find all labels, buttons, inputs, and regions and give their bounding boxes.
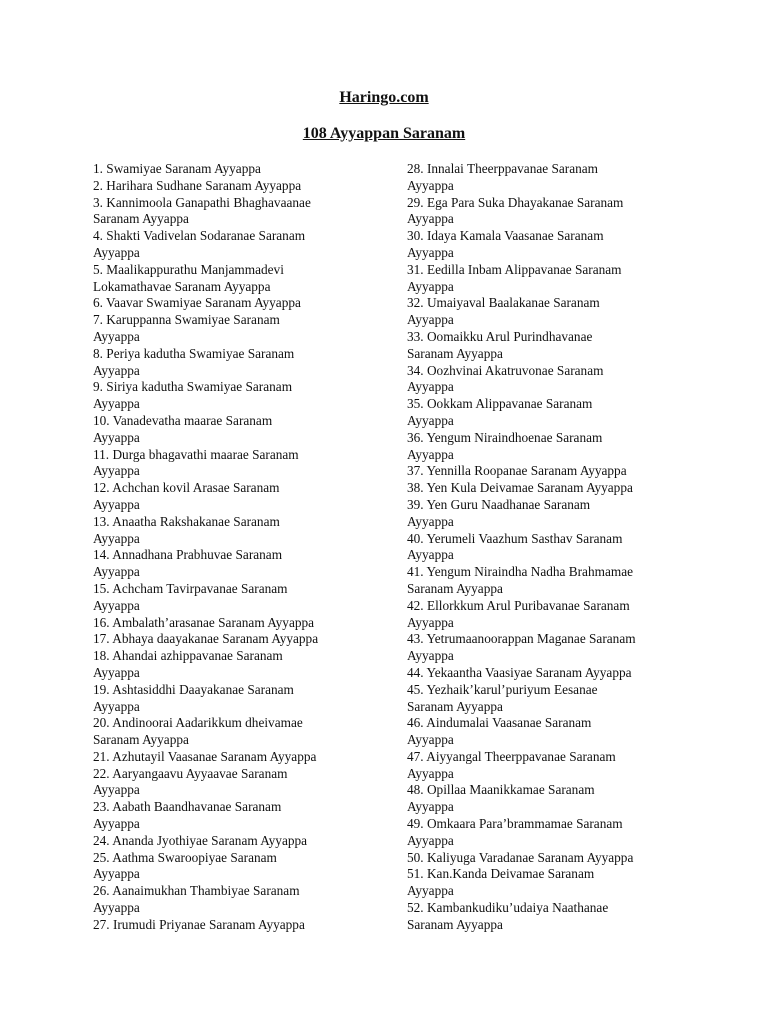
saranam-line: 23. Aabath Baandhavanae Saranam bbox=[93, 799, 282, 815]
saranam-line: Ayyappa bbox=[407, 799, 454, 815]
saranam-line: Ayyappa bbox=[93, 564, 140, 580]
saranam-line: Ayyappa bbox=[93, 782, 140, 798]
saranam-item bbox=[407, 598, 697, 632]
saranam-item bbox=[407, 195, 697, 229]
saranam-line: Ayyappa bbox=[407, 547, 454, 563]
saranam-line: 50. Kaliyuga Varadanae Saranam Ayyappa bbox=[407, 849, 634, 865]
saranam-line: 48. Opillaa Maanikkamae Saranam bbox=[407, 782, 595, 798]
saranam-line: 45. Yezhaik’karul’puriyum Eesanae bbox=[407, 681, 598, 697]
left-column-list bbox=[93, 161, 393, 934]
saranam-item bbox=[93, 766, 393, 800]
saranam-line: Ayyappa bbox=[93, 866, 140, 882]
saranam-line: 9. Siriya kadutha Swamiyae Saranam bbox=[93, 379, 293, 395]
saranam-item bbox=[93, 581, 393, 615]
saranam-line: 19. Ashtasiddhi Daayakanae Saranam bbox=[93, 681, 294, 697]
saranam-item bbox=[407, 682, 697, 716]
saranam-line: Ayyappa bbox=[93, 429, 140, 445]
saranam-line: 42. Ellorkkum Arul Puribavanae Saranam bbox=[407, 597, 630, 613]
saranam-line: 15. Achcham Tavirpavanae Saranam bbox=[93, 580, 288, 596]
saranam-line: 5. Maalikappurathu Manjammadevi bbox=[93, 261, 284, 277]
saranam-item bbox=[93, 514, 393, 548]
document-title: 108 Ayyappan Saranam bbox=[302, 125, 466, 142]
saranam-line: 6. Vaavar Swamiyae Saranam Ayyappa bbox=[93, 295, 301, 311]
saranam-line: 24. Ananda Jyothiyae Saranam Ayyappa bbox=[93, 832, 308, 848]
saranam-line: Ayyappa bbox=[407, 244, 454, 260]
saranam-line: 25. Aathma Swaroopiyae Saranam bbox=[93, 849, 277, 865]
saranam-line: 29. Ega Para Suka Dhayakanae Saranam bbox=[407, 194, 624, 210]
saranam-item bbox=[407, 329, 697, 363]
saranam-item bbox=[407, 363, 697, 397]
saranam-item bbox=[407, 564, 697, 598]
saranam-item bbox=[407, 782, 697, 816]
saranam-item bbox=[93, 195, 393, 229]
saranam-line: Ayyappa bbox=[407, 312, 454, 328]
saranam-item bbox=[93, 178, 393, 195]
saranam-line: Ayyappa bbox=[407, 832, 454, 848]
saranam-line: Ayyappa bbox=[407, 211, 454, 227]
saranam-line: Lokamathavae Saranam Ayyappa bbox=[93, 278, 271, 294]
saranam-item bbox=[407, 665, 697, 682]
saranam-line: Saranam Ayyappa bbox=[93, 211, 189, 227]
saranam-line: 51. Kan.Kanda Deivamae Saranam bbox=[407, 866, 595, 882]
saranam-item bbox=[407, 228, 697, 262]
saranam-line: 52. Kambankudiku’udaiya Naathanae bbox=[407, 900, 609, 916]
saranam-line: Ayyappa bbox=[93, 900, 140, 916]
saranam-line: Saranam Ayyappa bbox=[407, 580, 503, 596]
saranam-line: Ayyappa bbox=[93, 496, 140, 512]
saranam-line: 21. Azhutayil Vaasanae Saranam Ayyappa bbox=[93, 748, 317, 764]
saranam-line: 3. Kannimoola Ganapathi Bhaghavaanae bbox=[93, 194, 311, 210]
saranam-line: Ayyappa bbox=[407, 883, 454, 899]
saranam-item bbox=[93, 447, 393, 481]
saranam-item bbox=[407, 749, 697, 783]
saranam-line: Ayyappa bbox=[407, 446, 454, 462]
saranam-line: 37. Yennilla Roopanae Saranam Ayyappa bbox=[407, 463, 627, 479]
saranam-line: Ayyappa bbox=[93, 698, 140, 714]
saranam-item bbox=[407, 715, 697, 749]
right-column-list bbox=[407, 161, 697, 934]
saranam-line: Ayyappa bbox=[93, 396, 140, 412]
saranam-item bbox=[407, 463, 697, 480]
saranam-line: Ayyappa bbox=[407, 513, 454, 529]
saranam-item bbox=[93, 648, 393, 682]
saranam-item bbox=[93, 850, 393, 884]
saranam-line: 27. Irumudi Priyanae Saranam Ayyappa bbox=[93, 916, 305, 932]
saranam-item bbox=[93, 749, 393, 766]
saranam-item bbox=[93, 262, 393, 296]
saranam-line: 1. Swamiyae Saranam Ayyappa bbox=[93, 161, 261, 176]
saranam-item bbox=[407, 295, 697, 329]
saranam-line: 44. Yekaantha Vaasiyae Saranam Ayyappa bbox=[407, 664, 632, 680]
saranam-line: 2. Harihara Sudhane Saranam Ayyappa bbox=[93, 177, 302, 193]
saranam-item bbox=[407, 497, 697, 531]
saranam-line: 10. Vanadevatha maarae Saranam bbox=[93, 412, 273, 428]
saranam-line: 26. Aanaimukhan Thambiyae Saranam bbox=[93, 883, 300, 899]
saranam-line: Ayyappa bbox=[93, 463, 140, 479]
saranam-item bbox=[93, 833, 393, 850]
saranam-item bbox=[93, 480, 393, 514]
saranam-line: 36. Yengum Niraindhoenae Saranam bbox=[407, 429, 603, 445]
saranam-line: 22. Aaryangaavu Ayyaavae Saranam bbox=[93, 765, 288, 781]
saranam-line: Ayyappa bbox=[407, 379, 454, 395]
saranam-item bbox=[93, 312, 393, 346]
saranam-line: 32. Umaiyaval Baalakanae Saranam bbox=[407, 295, 600, 311]
saranam-item bbox=[93, 547, 393, 581]
saranam-line: 47. Aiyyangal Theerppavanae Saranam bbox=[407, 748, 616, 764]
saranam-line: 35. Ookkam Alippavanae Saranam bbox=[407, 396, 593, 412]
saranam-line: 20. Andinoorai Aadarikkum dheivamae bbox=[93, 715, 303, 731]
saranam-item bbox=[93, 799, 393, 833]
saranam-item bbox=[407, 161, 697, 195]
saranam-line: Saranam Ayyappa bbox=[407, 345, 503, 361]
saranam-line: 17. Abhaya daayakanae Saranam Ayyappa bbox=[93, 631, 319, 647]
saranam-line: 12. Achchan kovil Arasae Saranam bbox=[93, 480, 280, 496]
saranam-line: 49. Omkaara Para’brammamae Saranam bbox=[407, 816, 623, 832]
saranam-item bbox=[93, 346, 393, 380]
saranam-item bbox=[93, 295, 393, 312]
saranam-line: 34. Oozhvinai Akatruvonae Saranam bbox=[407, 362, 604, 378]
saranam-line: Saranam Ayyappa bbox=[407, 916, 503, 932]
saranam-line: 43. Yetrumaanoorappan Maganae Saranam bbox=[407, 631, 636, 647]
saranam-item bbox=[407, 631, 697, 665]
saranam-item bbox=[93, 883, 393, 917]
saranam-line: Ayyappa bbox=[407, 177, 454, 193]
saranam-line: Ayyappa bbox=[407, 648, 454, 664]
saranam-line: Ayyappa bbox=[93, 362, 140, 378]
saranam-item bbox=[407, 866, 697, 900]
saranam-line: 30. Idaya Kamala Vaasanae Saranam bbox=[407, 228, 604, 244]
saranam-line: Ayyappa bbox=[93, 597, 140, 613]
saranam-line: Ayyappa bbox=[93, 328, 140, 344]
saranam-line: Ayyappa bbox=[407, 732, 454, 748]
saranam-line: Ayyappa bbox=[407, 765, 454, 781]
saranam-line: 7. Karuppanna Swamiyae Saranam bbox=[93, 312, 280, 328]
saranam-line: Saranam Ayyappa bbox=[93, 732, 189, 748]
site-title: Haringo.com bbox=[339, 89, 429, 106]
saranam-item bbox=[407, 900, 697, 934]
saranam-line: 46. Aindumalai Vaasanae Saranam bbox=[407, 715, 592, 731]
saranam-line: 40. Yerumeli Vaazhum Sasthav Saranam bbox=[407, 530, 623, 546]
saranam-line: Ayyappa bbox=[93, 244, 140, 260]
saranam-item bbox=[93, 631, 393, 648]
saranam-item bbox=[93, 379, 393, 413]
saranam-line: Ayyappa bbox=[93, 530, 140, 546]
saranam-line: 8. Periya kadutha Swamiyae Saranam bbox=[93, 345, 295, 361]
saranam-line: 14. Annadhana Prabhuvae Saranam bbox=[93, 547, 283, 563]
saranam-line: 38. Yen Kula Deivamae Saranam Ayyappa bbox=[407, 480, 633, 496]
saranam-item bbox=[407, 396, 697, 430]
saranam-line: 33. Oomaikku Arul Purindhavanae bbox=[407, 328, 593, 344]
saranam-item bbox=[407, 531, 697, 565]
saranam-line: 11. Durga bhagavathi maarae Saranam bbox=[93, 446, 299, 462]
saranam-item bbox=[93, 161, 393, 178]
saranam-line: 39. Yen Guru Naadhanae Saranam bbox=[407, 496, 591, 512]
saranam-item bbox=[93, 917, 393, 934]
saranam-item bbox=[93, 228, 393, 262]
saranam-item bbox=[93, 615, 393, 632]
saranam-line: 4. Shakti Vadivelan Sodaranae Saranam bbox=[93, 228, 306, 244]
saranam-line: Ayyappa bbox=[407, 412, 454, 428]
saranam-item bbox=[407, 850, 697, 867]
saranam-line: 18. Ahandai azhippavanae Saranam bbox=[93, 648, 283, 664]
saranam-line: Saranam Ayyappa bbox=[407, 698, 503, 714]
saranam-line: Ayyappa bbox=[93, 664, 140, 680]
saranam-line: Ayyappa bbox=[407, 278, 454, 294]
saranam-item bbox=[93, 682, 393, 716]
saranam-line: 28. Innalai Theerppavanae Saranam bbox=[407, 161, 598, 176]
saranam-line: Ayyappa bbox=[93, 816, 140, 832]
saranam-item bbox=[93, 413, 393, 447]
saranam-item bbox=[407, 262, 697, 296]
saranam-item bbox=[407, 430, 697, 464]
saranam-line: 16. Ambalath’arasanae Saranam Ayyappa bbox=[93, 614, 315, 630]
saranam-line: 13. Anaatha Rakshakanae Saranam bbox=[93, 513, 280, 529]
saranam-item bbox=[93, 715, 393, 749]
saranam-line: 31. Eedilla Inbam Alippavanae Saranam bbox=[407, 261, 622, 277]
saranam-line: Ayyappa bbox=[407, 614, 454, 630]
saranam-line: 41. Yengum Niraindha Nadha Brahmamae bbox=[407, 564, 633, 580]
saranam-item bbox=[407, 480, 697, 497]
saranam-item bbox=[407, 816, 697, 850]
